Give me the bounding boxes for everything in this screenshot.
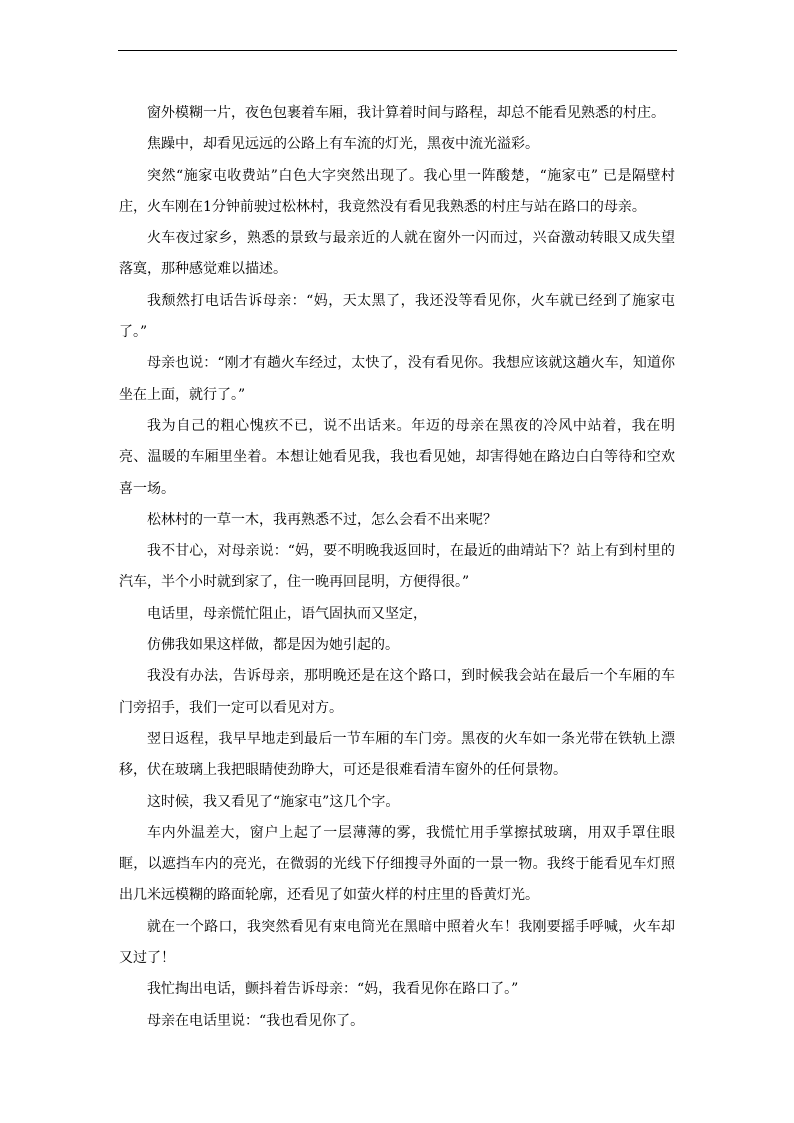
paragraph: 这时候，我又看见了“施家屯”这几个字。 <box>147 793 400 810</box>
paragraph: 我忙掏出电话，颤抖着告诉母亲：“妈，我看见你在路口了。” <box>147 981 519 998</box>
paragraph: 母亲也说：“刚才有趟火车经过，太快了，没有看见你。我想应该就这趟火车，知道你坐在上面，就行了。” <box>119 355 675 403</box>
paragraph: 母亲在电话里说：“我也看见你了。 <box>147 1012 365 1029</box>
paragraph: 就在一个路口，我突然看见有束电筒光在黑暗中照着火车！我刚要摇手呼喊，火车却又过了！ <box>119 918 675 967</box>
paragraph: 电话里，母亲慌忙阻止，语气固执而又坚定， <box>147 605 427 622</box>
paragraph: 我为自己的粗心愧疚不已，说不出话来。年迈的母亲在黑夜的冷风中站着，我在明亮、温暖的车厢里坐着。本想让她看见我，我也看见她，却害得她在路边白白等待和空欢喜一场。 <box>119 417 675 497</box>
paragraph: 车内外温差大，窗户上起了一层薄薄的雾，我慌忙用手掌擦拭玻璃，用双手罩住眼眶，以遮挡车内的亮光，在微弱的光线下仔细搜寻外面的一景一物。我终于能看见车灯照出几米远模糊的路面轮廓，还看见了如萤火样的村庄里的昏黄灯光。 <box>119 824 675 904</box>
paragraph: 仿佛我如果这样做，都是因为她引起的。 <box>147 637 399 654</box>
paragraph: 火车夜过家乡，熟悉的景致与最亲近的人就在窗外一闪而过，兴奋激动转眼又成失望落寞，那种感觉难以描述。 <box>119 230 675 278</box>
paragraph: 松林村的一草一木，我再熟悉不过，怎么会看不出来呢？ <box>147 511 497 528</box>
paragraph: 我颓然打电话告诉母亲：“妈，天太黑了，我还没等看见你，火车就已经到了施家屯了。” <box>119 292 675 341</box>
header-rule <box>118 50 677 51</box>
paragraph: 窗外模糊一片，夜色包裹着车厢，我计算着时间与路程，却总不能看见熟悉的村庄。 <box>147 105 665 121</box>
paragraph: 我不甘心，对母亲说：“妈，要不明晚我返回时，在最近的曲靖站下？站上有到村里的汽车，半个小时就到家了，住一晚再回昆明，方便得很。” <box>119 543 675 591</box>
body-text <box>119 98 675 1037</box>
paragraph: 翌日返程，我早早地走到最后一节车厢的车门旁。黑夜的火车如一条光带在铁轨上漂移，伏在玻璃上我把眼睛使劲睁大，可还是很难看清车窗外的任何景物。 <box>119 730 675 779</box>
paragraph: 我没有办法，告诉母亲，那明晚还是在这个路口，到时候我会站在最后一个车厢的车门旁招手，我们一定可以看见对方。 <box>119 668 675 716</box>
paragraph: 突然“施家屯收费站”白色大字突然出现了。我心里一阵酸楚，“施家屯” 已是隔壁村庄，火车刚在1分钟前驶过松林村，我竟然没有看见我熟悉的村庄与站在路口的母亲。 <box>119 167 675 215</box>
paragraph: 焦躁中，却看见远远的公路上有车流的灯光，黑夜中流光溢彩。 <box>147 136 539 153</box>
